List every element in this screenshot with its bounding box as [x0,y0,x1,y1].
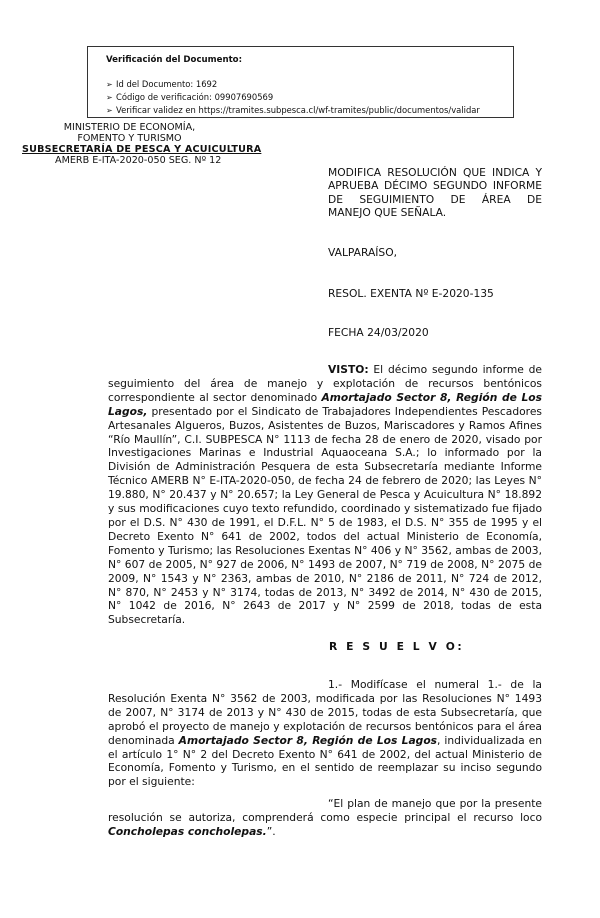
ministry-name-line2: FOMENTO Y TURISMO [77,133,182,144]
verification-title: Verificación del Documento: [106,55,243,65]
place: VALPARAÍSO, [328,246,398,259]
verification-box [87,46,514,118]
reference-code: AMERB E-ITA-2020-050 SEG. Nº 12 [55,155,222,166]
visto-paragraph: VISTO: El décimo segundo informe de seguimiento del área de manejo y explotación de recursos bentónicos correspondiente al sector denominado Amortajado Sector 8, Región de Los Lagos, presentado por el Sindicato de Trabajadores Independientes Pescadores Artesanales Algueros, Buzos, Asistentes de Buzos, Mariscadores y Ramos Afines “Río Maullín”, C.I. SUBPESCA N° 1113 de fecha 28 de enero de 2020, visado por Investigaciones Marinas e Industrial Aquaoceana S.A.; lo informado por la División de Administración Pesquera de esta Subsecretaría mediante Informe Técnico AMERB N° E-ITA-2020-050, de fecha 24 de febrero de 2020; las Leyes N° 19.880, N° 20.437 y N° 20.657; la Ley General de Pesca y Acuicultura N° 18.892 y sus modificaciones cuyo texto refundido, coordinado y sistematizado fue fijado por el D.S. N° 430 de 1991, el D.F.L. N° 5 de 1983, el D.S. N° 355 de 1995 y el Decreto Exento N° 641 de 2002, todos del actual Ministerio de Economía, Fomento y Turismo; las Resoluciones Exentas N° 406 y N° 3562, ambas de 2003, N° 607 de 2005, N° 927 de 2006, N° 1493 de 2007, N° 719 de 2008, N° 2075 de 2009, N° 1543 y N° 2363, ambas de 2010, N° 2186 de 2011, N° 724 de 2012, N° 870, N° 2453 y N° 3174, todas de 2013, N° 3492 de 2014, N° 430 de 2015, N° 1042 de 2016, N° 2643 de 2017 y N° 2599 de 2018, todas de esta Subsecretaría. [108,363,543,627]
resolution-item-1: 1.- Modifícase el numeral 1.- de la Resolución Exenta N° 3562 de 2003, modificada por las Resoluciones N° 1493 de 2007, N° 3174 de 2013 y N° 430 de 2015, todas de esta Subsecretaría, que aprobó el proyecto de manejo y explotación de recursos bentónicos para el área denominada Amortajado Sector 8, Región de Los Lagos, individualizada en el artículo 1° N° 2 del Decreto Exento N° 641 de 2002, del actual Ministerio de Economía, Fomento y Turismo, en el sentido de reemplazar su inciso segundo por el siguiente: [108,678,543,789]
verification-list [106,78,513,117]
species-name: Concholepas concholepas. [108,824,267,838]
area-name: Amortajado Sector 8, Región de Los Lagos [178,733,438,747]
verification-item: ➢ Id del Documento: 1692 [106,79,218,89]
ministry-header [22,122,264,166]
resolution-number: RESOL. EXENTA Nº E-2020-135 [328,287,494,300]
quoted-text: “El plan de manejo que por la presente resolución se autoriza, comprenderá como especie principal el recurso loco Concholepas concholepas.”. [108,797,542,838]
bullet-icon: ➢ [106,80,113,89]
area-name: Amortajado Sector 8, Región de Los Lagos, [108,390,543,418]
resolution-title: MODIFICA RESOLUCIÓN QUE INDICA Y APRUEBA DÉCIMO SEGUNDO INFORME DE SEGUIMIENTO DE ÁREA DE MANEJO QUE SEÑALA. [328,166,542,220]
subsecretaria-name: SUBSECRETARÍA DE PESCA Y ACUICULTURA [22,144,262,155]
bullet-icon: ➢ [106,93,113,102]
bullet-icon: ➢ [106,106,113,115]
verification-link-item[interactable]: ➢ Verificar validez en https://tramites.subpesca.cl/wf-tramites/public/documentos/validar [106,105,480,115]
ministry-name: MINISTERIO DE ECONOMÍA, [63,122,196,133]
visto-label: VISTO: [328,363,369,376]
resolution-date: FECHA 24/03/2020 [328,326,429,339]
verification-item: ➢ Código de verificación: 09907690569 [106,92,274,102]
resuelvo-heading: R E S U E L V O: [329,640,465,653]
